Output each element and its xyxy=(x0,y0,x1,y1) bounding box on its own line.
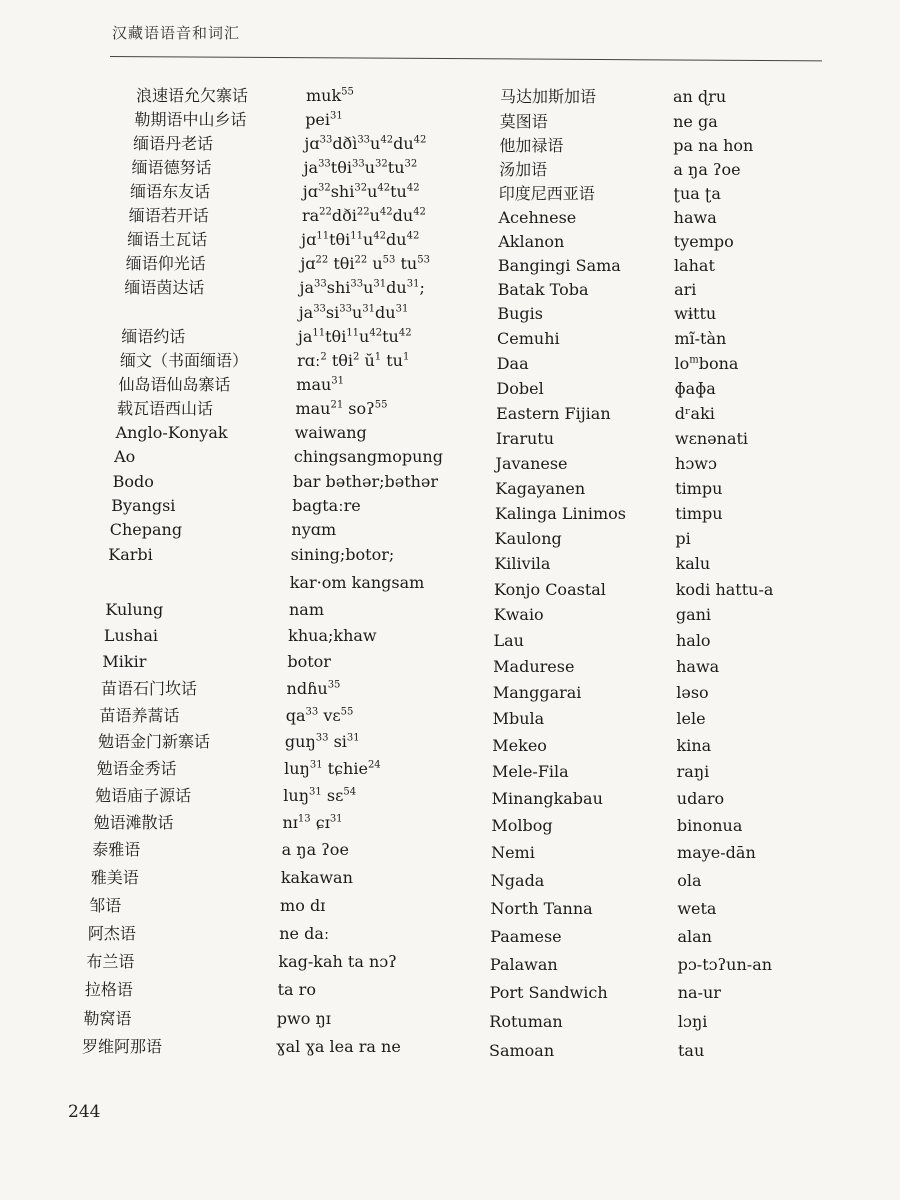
word-form: $qa^{33}$ vɛ$^{55}$ xyxy=(285,706,354,725)
word-form: waiwang xyxy=(294,423,367,442)
word-form: lɔŋi xyxy=(677,1012,708,1031)
word-form: rɑː$^2$ tθi$^2$ $ŭ^1$ $tu^1$ xyxy=(297,351,410,370)
word-form: ndɦu$^{35}$ xyxy=(286,679,341,698)
word-form: bagtaːre xyxy=(292,496,361,515)
header-rule xyxy=(110,56,822,61)
word-form: wɨttu xyxy=(674,304,717,323)
language-name: Mekeo xyxy=(492,736,547,755)
word-form: timpu xyxy=(675,479,723,498)
language-name: 勉语金秀话 xyxy=(96,759,177,778)
language-name: Kwaio xyxy=(493,605,544,624)
word-form: hawa xyxy=(673,208,717,227)
language-name: Batak Toba xyxy=(497,280,589,299)
language-name: 邹语 xyxy=(89,896,122,915)
language-name: Paamese xyxy=(490,927,562,946)
word-form: $ja^{33}shi^{33}u^{31}du^{31}$; xyxy=(299,278,425,297)
language-name: 缅语土瓦话 xyxy=(127,230,208,249)
language-name: 莫图语 xyxy=(499,112,548,131)
word-form: pi xyxy=(675,529,691,548)
language-name: Kilivila xyxy=(494,554,551,573)
language-name: Ao xyxy=(114,447,136,466)
word-form: lahat xyxy=(673,256,715,275)
language-name: Bangingi Sama xyxy=(497,256,621,275)
running-header: 汉藏语语音和词汇 xyxy=(112,24,241,42)
language-name: Javanese xyxy=(495,454,568,473)
word-form: pei$^{31}$ xyxy=(305,110,343,129)
page-number: 244 xyxy=(68,1102,101,1122)
language-name: 缅语仰光话 xyxy=(125,254,206,273)
word-form: hawa xyxy=(676,657,720,676)
language-name: 勒窝语 xyxy=(83,1009,132,1028)
language-name: Nemi xyxy=(491,843,535,862)
word-form: $ja^{33}t\theta i^{33}u^{32}tu^{32}$ xyxy=(303,158,418,177)
word-form: bar bəthər;bəthər xyxy=(293,472,439,491)
word-form: luŋ$^{31}$ sɛ$^{54}$ xyxy=(283,786,357,805)
language-name: 勒期语中山乡话 xyxy=(134,110,247,129)
word-form: sining;botor; xyxy=(290,545,395,564)
language-name: Port Sandwich xyxy=(489,983,608,1002)
language-name: 勉语滩散话 xyxy=(93,813,174,832)
language-name: Lushai xyxy=(103,626,158,645)
word-form: dʳaki xyxy=(674,404,715,423)
language-name: Eastern Fijian xyxy=(496,404,611,423)
language-name: Mikir xyxy=(102,652,147,671)
language-name: 泰雅语 xyxy=(92,840,141,859)
word-form: ʈua ʈa xyxy=(673,184,721,203)
language-name: Molbog xyxy=(491,816,553,835)
word-form: lele xyxy=(676,709,706,728)
word-form: khua;khaw xyxy=(288,626,377,645)
word-form: $jɑ^{11}t\theta i^{11}u^{42}du^{42}$ xyxy=(301,230,420,249)
word-form: kodi hattu-a xyxy=(675,580,774,599)
language-name: Minangkabau xyxy=(491,789,603,808)
language-name: 苗语养蒿话 xyxy=(99,706,180,725)
language-name: 拉格语 xyxy=(84,980,133,999)
language-name: 罗维阿那语 xyxy=(82,1037,163,1056)
word-form: alan xyxy=(677,927,712,946)
word-form: maye-dān xyxy=(677,843,756,862)
language-name: Manggarai xyxy=(492,683,582,702)
word-form: wɛnənati xyxy=(674,429,749,448)
language-name: Irarutu xyxy=(495,429,555,448)
word-form: ne daː xyxy=(279,924,330,943)
word-form: $ra^{22}dði^{22}u^{42}du^{42}$ xyxy=(301,206,426,225)
language-name: Kagayanen xyxy=(495,479,586,498)
word-form: $ja^{11}t\theta i^{11}u^{42}tu^{42}$ xyxy=(297,327,412,346)
word-form: mĩ-tàn xyxy=(674,329,727,348)
language-name: 布兰语 xyxy=(86,952,135,971)
language-name: Kulung xyxy=(105,600,164,619)
language-name: North Tanna xyxy=(490,899,593,918)
word-form: hɔwɔ xyxy=(675,454,717,473)
word-form: nam xyxy=(288,600,324,619)
word-form: mau$^{31}$ xyxy=(296,375,345,394)
language-name: Daa xyxy=(496,354,529,373)
word-form: jɑ$^{22}$ tθi$^{22}$ $u^{53}$ $tu^{53}$ xyxy=(300,254,430,273)
language-name: Palawan xyxy=(489,955,558,974)
language-name: Anglo-Konyak xyxy=(115,423,228,442)
word-form: pwo ŋɪ xyxy=(276,1009,331,1028)
word-form: kag-kah ta nɔʔ xyxy=(278,952,397,971)
word-form: binonua xyxy=(676,816,743,835)
word-form: a ŋa ʔoe xyxy=(281,840,349,859)
language-name: Byangsi xyxy=(111,496,176,515)
word-form: nɪ$^{13}$ ɕɪ$^{31}$ xyxy=(282,813,343,832)
language-name: Rotuman xyxy=(489,1012,563,1031)
language-name: Mbula xyxy=(492,709,545,728)
word-form: chingsangmopung xyxy=(293,447,443,466)
language-name: Aklanon xyxy=(498,232,565,251)
language-name: Madurese xyxy=(493,657,575,676)
language-name: Ngada xyxy=(490,871,545,890)
language-name: 雅美语 xyxy=(90,868,139,887)
language-name: 汤加语 xyxy=(499,160,548,179)
language-name: 缅语丹老话 xyxy=(133,134,214,153)
word-form: raŋi xyxy=(676,762,710,781)
word-form: kina xyxy=(676,736,712,755)
word-form: tau xyxy=(678,1041,705,1060)
language-name: 印度尼西亚语 xyxy=(498,184,595,203)
word-form: ləso xyxy=(676,683,709,702)
word-form: gani xyxy=(675,605,712,624)
language-name: Konjo Coastal xyxy=(494,580,606,599)
language-name: 阿杰语 xyxy=(87,924,136,943)
language-name: 缅语茵达话 xyxy=(124,278,205,297)
word-form: $jɑ^{33}dðì^{33}u^{42}du^{42}$ xyxy=(304,134,427,153)
language-name: 缅语德努话 xyxy=(131,158,212,177)
word-form: botor xyxy=(287,652,331,671)
word-form: ne ga xyxy=(673,112,718,131)
word-form: kar·om kangsam xyxy=(289,573,425,592)
language-name: Dobel xyxy=(496,379,544,398)
word-form: kalu xyxy=(675,554,711,573)
word-form: an ɖru xyxy=(673,87,727,106)
language-name: 仙岛语仙岛寨话 xyxy=(118,375,231,394)
word-form: halo xyxy=(675,631,711,650)
language-name: Kalinga Linimos xyxy=(494,504,627,523)
word-form: mau$^{21}$ soʔ$^{55}$ xyxy=(295,399,388,418)
language-name: Bugis xyxy=(497,304,543,323)
word-form: tyempo xyxy=(673,232,734,251)
word-form: weta xyxy=(677,899,717,918)
language-name: 勉语庙子源话 xyxy=(95,786,192,805)
language-name: Lau xyxy=(493,631,524,650)
language-name: Mele-Fila xyxy=(491,762,569,781)
word-form: ari xyxy=(674,280,697,299)
word-form: luŋ$^{31}$ tɕhie$^{24}$ xyxy=(284,759,381,778)
language-name: 缅语若开话 xyxy=(128,206,209,225)
word-form: a ŋa ʔoe xyxy=(673,160,741,179)
language-name: 浪速语允欠寨话 xyxy=(136,86,249,105)
word-form: na-ur xyxy=(677,983,721,1002)
word-form: udaro xyxy=(676,789,725,808)
word-form: ɣal ɣa lea ra ne xyxy=(276,1037,401,1056)
word-form: ɸaɸa xyxy=(674,379,716,398)
language-name: 载瓦语西山话 xyxy=(117,399,214,418)
word-form: guŋ$^{33}$ $si^{31}$ xyxy=(284,732,360,751)
language-name: Samoan xyxy=(489,1041,555,1060)
language-name: 苗语石门坎话 xyxy=(100,679,197,698)
word-form: $ja^{33}si^{33}u^{31}du^{31}$ xyxy=(298,303,409,322)
word-form: pa na hon xyxy=(673,136,754,155)
word-form: timpu xyxy=(675,504,723,523)
word-form: ta ro xyxy=(277,980,316,999)
language-name: 缅文（书面缅语） xyxy=(119,351,248,370)
word-form: mo dɪ xyxy=(280,896,326,915)
word-form: ola xyxy=(677,871,702,890)
word-form: $lo^mbona$ xyxy=(674,354,739,373)
language-name: Cemuhi xyxy=(497,329,560,348)
language-name: Karbi xyxy=(108,545,153,564)
language-name: Acehnese xyxy=(498,208,577,227)
language-name: 缅语东友话 xyxy=(130,182,211,201)
language-name: 缅语约话 xyxy=(121,327,186,346)
word-form: muk$^{55}$ xyxy=(306,86,354,105)
word-form: $jɑ^{32}shi^{32}u^{42}tu^{42}$ xyxy=(302,182,420,201)
language-name: 他加禄语 xyxy=(499,136,564,155)
language-name: 马达加斯加语 xyxy=(500,87,597,106)
language-name: Chepang xyxy=(109,520,183,539)
language-name: 勉语金门新寨话 xyxy=(98,732,211,751)
word-form: kakawan xyxy=(280,868,353,887)
word-form: pɔ-tɔʔun-an xyxy=(677,955,773,974)
word-form: nyɑm xyxy=(291,520,337,539)
language-name: Bodo xyxy=(112,472,154,491)
language-name: Kaulong xyxy=(494,529,562,548)
